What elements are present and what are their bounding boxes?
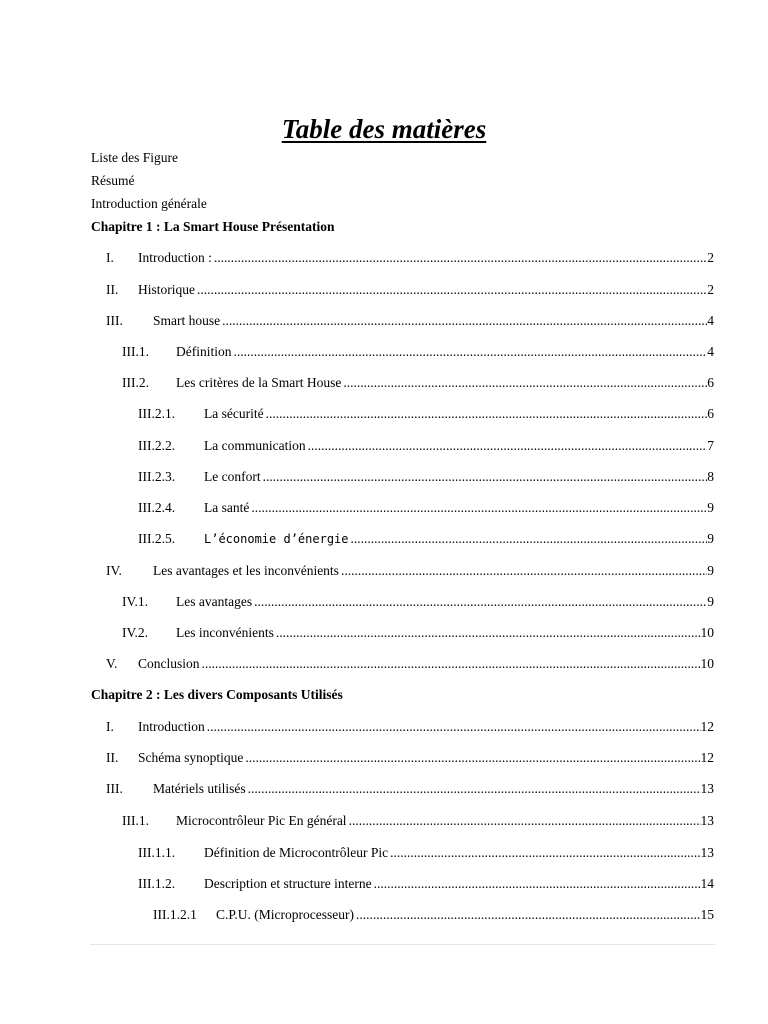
dot-leader bbox=[222, 313, 707, 329]
entry-label: Matériels utilisés bbox=[153, 781, 246, 796]
dot-leader bbox=[202, 656, 701, 672]
toc-entry[interactable] bbox=[122, 813, 714, 831]
entry-page: 13 bbox=[700, 781, 714, 796]
toc-entry[interactable] bbox=[122, 344, 714, 362]
entry-page: 13 bbox=[700, 845, 714, 860]
entry-page: 9 bbox=[707, 563, 714, 578]
entry-label: Définition de Microcontrôleur Pic bbox=[204, 845, 389, 860]
toc-title: Table des matières bbox=[281, 114, 487, 144]
dot-leader bbox=[248, 781, 701, 797]
entry-label: Les avantages et les inconvénients bbox=[153, 563, 339, 578]
entry-label: La sécurité bbox=[204, 406, 264, 421]
toc-entry[interactable] bbox=[106, 781, 714, 799]
dot-leader bbox=[390, 845, 700, 861]
entry-label: C.P.U. (Microprocesseur) bbox=[216, 907, 354, 922]
dot-leader bbox=[349, 813, 701, 829]
entry-number: IV.1. bbox=[122, 594, 149, 609]
entry-page: 13 bbox=[700, 813, 714, 828]
dot-leader bbox=[214, 250, 707, 266]
toc-list-of-figures[interactable]: Liste des Figure bbox=[91, 150, 178, 165]
entry-page: 15 bbox=[700, 907, 714, 922]
dot-leader bbox=[374, 876, 701, 892]
dot-leader bbox=[251, 500, 707, 516]
entry-number: III. bbox=[106, 781, 123, 796]
entry-page: 10 bbox=[700, 625, 714, 640]
toc-general-introduction[interactable]: Introduction générale bbox=[91, 196, 207, 211]
toc-entry[interactable] bbox=[138, 845, 714, 863]
entry-page: 4 bbox=[707, 344, 714, 359]
entry-page: 12 bbox=[700, 750, 714, 765]
entry-page: 9 bbox=[707, 531, 714, 546]
dot-leader bbox=[356, 907, 701, 923]
toc-entry[interactable] bbox=[122, 625, 714, 643]
toc-entry[interactable] bbox=[106, 563, 714, 581]
toc-entry[interactable] bbox=[106, 750, 714, 768]
dot-leader bbox=[234, 344, 708, 360]
entry-page: 2 bbox=[707, 282, 714, 297]
toc-entry[interactable] bbox=[106, 250, 714, 268]
chapter-2-heading[interactable]: Chapitre 2 : Les divers Composants Utilisés bbox=[91, 687, 343, 702]
entry-number: I. bbox=[106, 719, 114, 734]
entry-page: 9 bbox=[707, 500, 714, 515]
entry-number: III. bbox=[106, 313, 123, 328]
entry-label: Les critères de la Smart House bbox=[176, 375, 342, 390]
toc-entry[interactable] bbox=[138, 469, 714, 487]
toc-entry[interactable] bbox=[138, 438, 714, 456]
toc-entry[interactable] bbox=[138, 500, 714, 518]
entry-label: Les avantages bbox=[176, 594, 253, 609]
entry-label: Le confort bbox=[204, 469, 261, 484]
toc-entry[interactable] bbox=[153, 907, 714, 925]
entry-label: Smart house bbox=[153, 313, 221, 328]
entry-label: Conclusion bbox=[138, 656, 200, 671]
entry-number: III.2. bbox=[122, 375, 149, 390]
entry-page: 10 bbox=[700, 656, 714, 671]
dot-leader bbox=[276, 625, 701, 641]
entry-label: Les inconvénients bbox=[176, 625, 274, 640]
entry-page: 8 bbox=[707, 469, 714, 484]
toc-entry[interactable] bbox=[106, 719, 714, 737]
dot-leader bbox=[266, 406, 708, 422]
entry-page: 6 bbox=[707, 406, 714, 421]
toc-entry[interactable] bbox=[138, 876, 714, 894]
entry-number: III.2.2. bbox=[138, 438, 176, 453]
page-divider bbox=[90, 944, 715, 945]
toc-summary[interactable]: Résumé bbox=[91, 173, 135, 188]
entry-page: 14 bbox=[700, 876, 714, 891]
entry-label: La communication bbox=[204, 438, 306, 453]
entry-number: IV.2. bbox=[122, 625, 149, 640]
dot-leader bbox=[343, 375, 707, 391]
toc-entry[interactable] bbox=[106, 656, 714, 674]
entry-label: L’économie d’énergie bbox=[204, 532, 349, 546]
entry-page: 2 bbox=[707, 250, 714, 265]
entry-number: IV. bbox=[106, 563, 122, 578]
dot-leader bbox=[341, 563, 707, 579]
entry-label: Description et structure interne bbox=[204, 876, 372, 891]
dot-leader bbox=[245, 750, 700, 766]
entry-page: 4 bbox=[707, 313, 714, 328]
dot-leader bbox=[308, 438, 708, 454]
entry-number: III.2.1. bbox=[138, 406, 176, 421]
entry-number: III.1.2.1 bbox=[153, 907, 197, 922]
entry-number: II. bbox=[106, 750, 119, 765]
chapter-1-heading[interactable]: Chapitre 1 : La Smart House Présentation bbox=[91, 219, 335, 234]
toc-entry[interactable] bbox=[138, 531, 714, 549]
entry-number: III.1.1. bbox=[138, 845, 176, 860]
entry-number: II. bbox=[106, 282, 119, 297]
entry-label: Schéma synoptique bbox=[138, 750, 244, 765]
toc-entry[interactable] bbox=[106, 282, 714, 300]
entry-page: 6 bbox=[707, 375, 714, 390]
entry-page: 9 bbox=[707, 594, 714, 609]
entry-label: Historique bbox=[138, 282, 195, 297]
dot-leader bbox=[263, 469, 708, 485]
dot-leader bbox=[254, 594, 707, 610]
entry-label: Introduction bbox=[138, 719, 205, 734]
entry-label: La santé bbox=[204, 500, 250, 515]
entry-label: Introduction : bbox=[138, 250, 212, 265]
entry-label: Microcontrôleur Pic En général bbox=[176, 813, 347, 828]
entry-number: III.2.4. bbox=[138, 500, 176, 515]
toc-entry[interactable] bbox=[138, 406, 714, 424]
entry-number: V. bbox=[106, 656, 118, 671]
entry-number: III.2.5. bbox=[138, 531, 176, 546]
entry-number: III.2.3. bbox=[138, 469, 176, 484]
entry-page: 7 bbox=[707, 438, 714, 453]
toc-entry[interactable] bbox=[106, 313, 714, 331]
toc-entry[interactable] bbox=[122, 594, 714, 612]
entry-number: I. bbox=[106, 250, 114, 265]
toc-entry[interactable] bbox=[122, 375, 714, 393]
entry-page: 12 bbox=[700, 719, 714, 734]
dot-leader bbox=[197, 282, 707, 298]
dot-leader bbox=[351, 531, 708, 547]
entry-number: III.1. bbox=[122, 344, 149, 359]
entry-label: Définition bbox=[176, 344, 232, 359]
dot-leader bbox=[207, 719, 701, 735]
entry-number: III.1.2. bbox=[138, 876, 176, 891]
entry-number: III.1. bbox=[122, 813, 149, 828]
